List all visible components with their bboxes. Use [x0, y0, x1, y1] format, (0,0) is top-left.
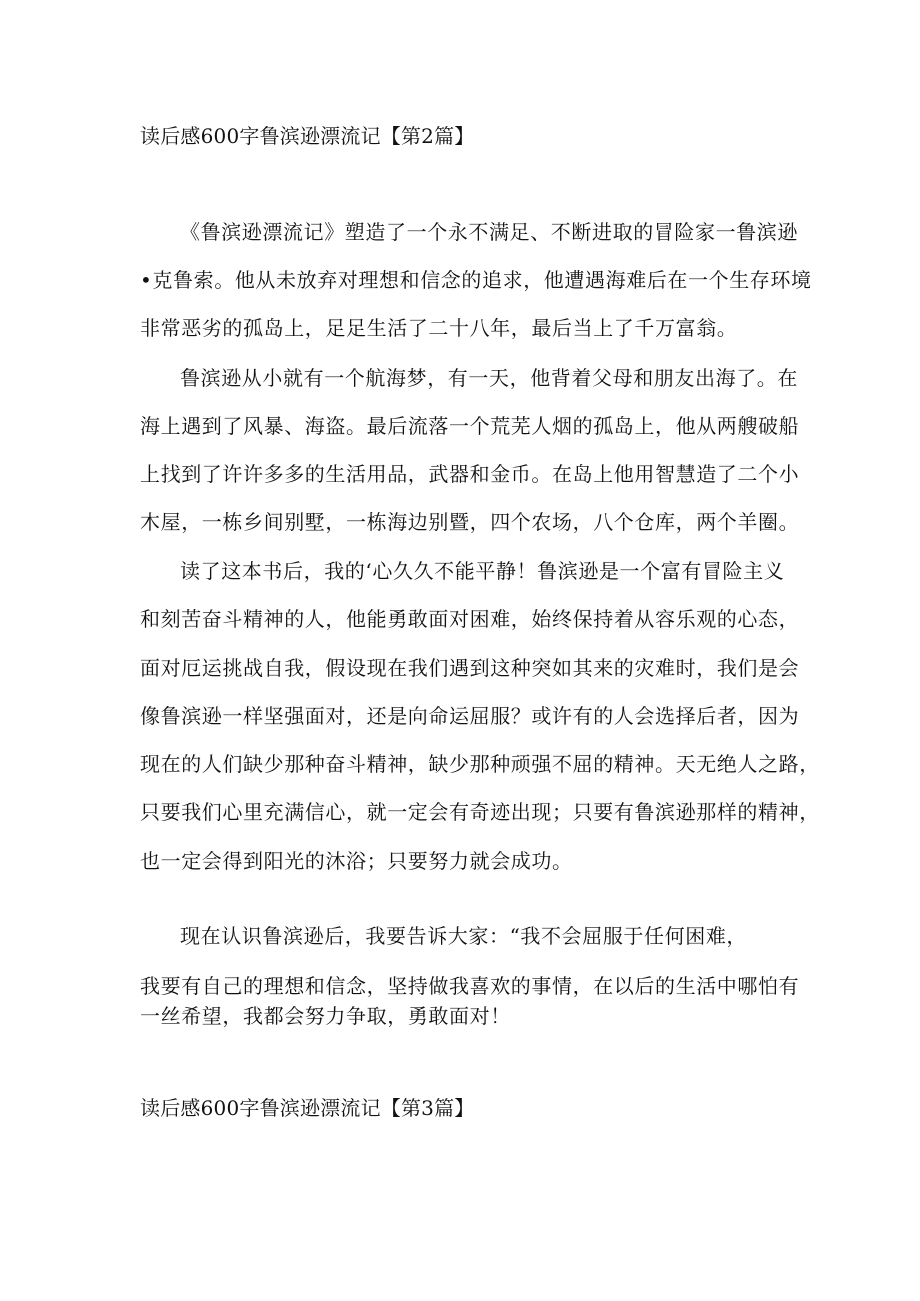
paragraph-2-line-1: 鲁滨逊从小就有一个航海梦，有一天，他背着父母和朋友出海了。在	[180, 366, 798, 390]
paragraph-2-line-2: 海上遇到了风暴、海盗。最后流落一个荒芜人烟的孤岛上，他从两艘破船	[140, 414, 800, 438]
paragraph-1-line-3: 非常恶劣的孤岛上，足足生活了二十八年，最后当上了千万富翁。	[140, 316, 738, 340]
paragraph-2-line-3: 上找到了许许多多的生活用品，武器和金币。在岛上他用智慧造了二个小	[140, 462, 800, 486]
paragraph-2-line-4: 木屋，一栋乡间别墅，一栋海边别暨，四个农场，八个仓库，两个羊圈。	[140, 510, 800, 534]
paragraph-3-line-6: 只要我们心里充满信心，就一定会有奇迹出现；只要有鲁滨逊那样的精神，	[140, 800, 820, 824]
section-heading-3: 读后感600字鲁滨逊漂流记【第3篇】	[140, 1096, 475, 1120]
section-heading-2: 读后感600字鲁滨逊漂流记【第2篇】	[140, 124, 475, 148]
paragraph-3-line-4: 像鲁滨逊一样坚强面对，还是向命运屈服？或许有的人会选择后者，因为	[140, 704, 800, 728]
paragraph-1-line-2: •克鲁索。他从未放弃对理想和信念的追求，他遭遇海难后在一个生存环境	[140, 268, 812, 292]
paragraph-3-line-3: 面对厄运挑战自我，假设现在我们遇到这种突如其来的灾难时，我们是会	[140, 656, 800, 680]
paragraph-3-line-7: 也一定会得到阳光的沐浴；只要努力就会成功。	[140, 849, 573, 873]
paragraph-4-line-2: 我要有自己的理想和信念，坚持做我喜欢的事情，在以后的生活中哪怕有	[140, 974, 800, 998]
paragraph-4-line-3: 一丝希望，我都会努力争取，勇敢面对！	[140, 1004, 511, 1028]
paragraph-3-line-1: 读了这本书后，我的‘心久久不能平静！鲁滨逊是一个富有冒险主义	[180, 559, 785, 583]
paragraph-3-line-5: 现在的人们缺少那种奋斗精神，缺少那种顽强不屈的精神。天无绝人之路，	[140, 752, 820, 776]
paragraph-4-line-1: 现在认识鲁滨逊后，我要告诉大家：“我不会屈服于任何困难，	[180, 924, 748, 948]
paragraph-3-line-2: 和刻苦奋斗精神的人，他能勇敢面对困难，始终保持着从容乐观的心态，	[140, 607, 800, 631]
paragraph-1-line-1: 《鲁滨逊漂流记》塑造了一个永不满足、不断进取的冒险家一鲁滨逊	[180, 220, 798, 244]
